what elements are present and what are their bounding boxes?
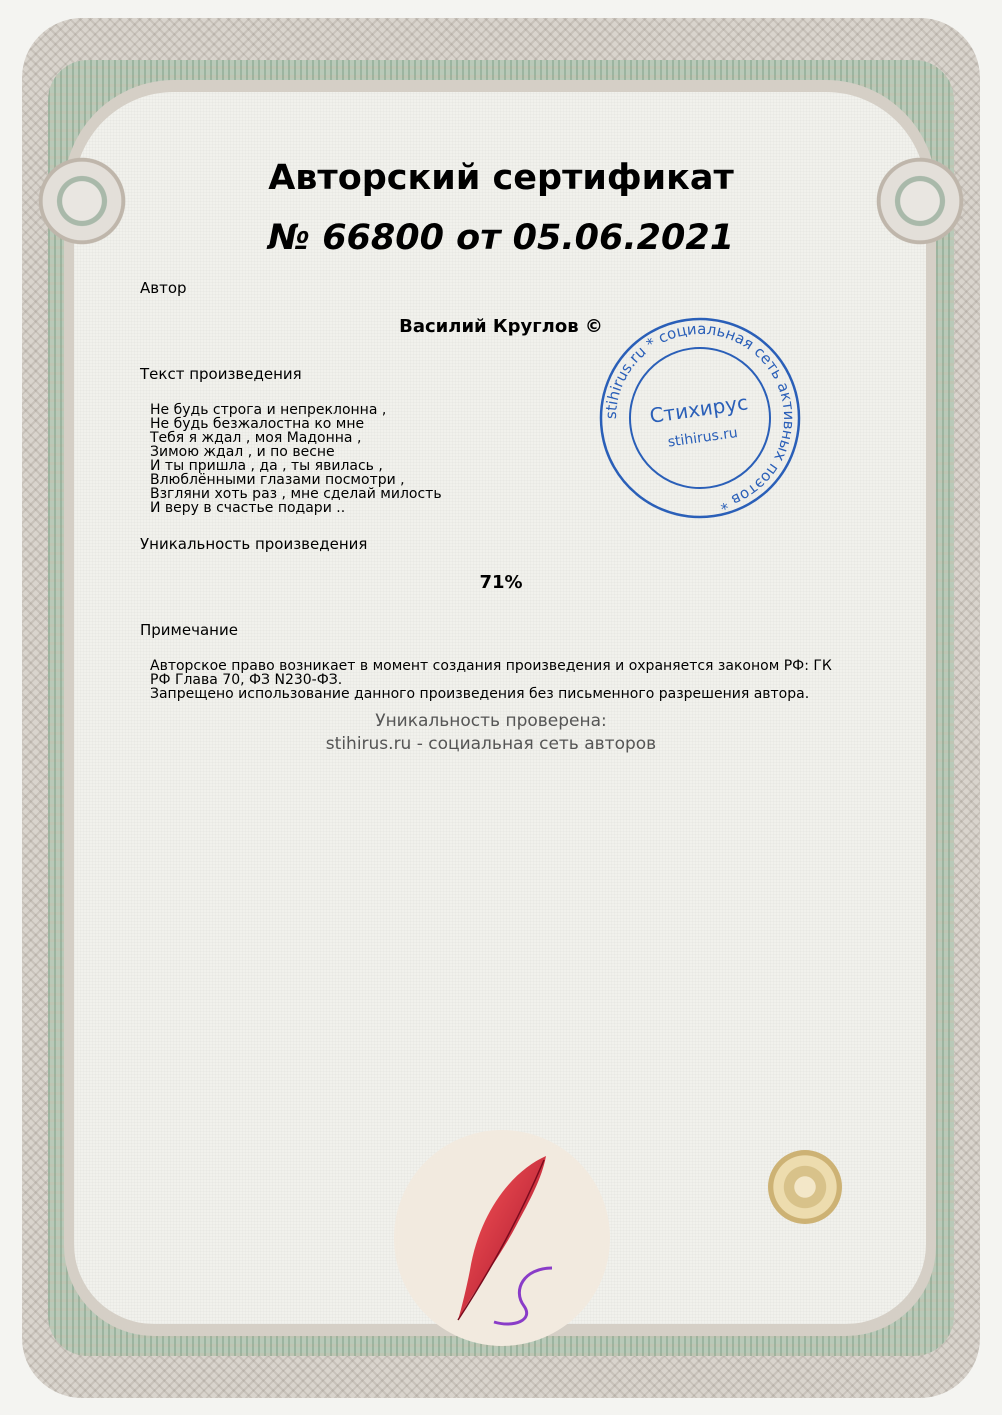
work-text-label: Текст произведения	[140, 365, 302, 383]
note-label: Примечание	[140, 621, 238, 639]
stihirus-stamp	[598, 316, 802, 520]
certificate-title: Авторский сертификат	[268, 158, 734, 198]
note-line-prohibition: Запрещено использование данного произведения без письменного разрешения автора.	[150, 686, 810, 702]
stamp-center-name: Стихирус	[648, 390, 750, 428]
poem-line: Тебя я ждал , моя Мадонна ,	[150, 430, 362, 446]
poem-line: Не будь безжалостна ко мне	[150, 416, 365, 432]
stamp-ring-text: stihirus.ru * социальная сеть активных поэтов *	[601, 319, 799, 514]
quill-seal	[394, 1130, 610, 1346]
author-name: Василий Круглов ©	[399, 316, 603, 337]
uniqueness-label: Уникальность произведения	[140, 535, 368, 553]
poem-line: И веру в счастье подари ..	[150, 500, 346, 516]
quill-icon	[394, 1130, 610, 1346]
poem-line: Влюблёнными глазами посмотри ,	[150, 472, 405, 488]
note-line-law: Авторское право возникает в момент создания произведения и охраняется законом РФ: ГК РФ Глава 70, ФЗ N230-ФЗ.	[150, 658, 832, 688]
poem-line: И ты пришла , да , ты явилась ,	[150, 458, 383, 474]
author-label: Автор	[140, 279, 187, 297]
note-text	[150, 659, 850, 701]
poem-line: Зимою ждал , и по весне	[150, 444, 335, 460]
poem-line: Взгляни хоть раз , мне сделай милость	[150, 486, 442, 502]
verified-line: Уникальность проверена:	[375, 711, 607, 731]
verified-source: stihirus.ru - социальная сеть авторов	[325, 734, 657, 754]
poem-text	[150, 403, 442, 515]
certificate-number: № 66800 от 05.06.2021	[267, 218, 735, 258]
stamp-center-site: stihirus.ru	[666, 424, 739, 451]
poem-line: Не будь строга и непреклонна ,	[150, 402, 387, 418]
rosette-seal	[768, 1150, 842, 1224]
uniqueness-value: 71%	[479, 572, 523, 593]
